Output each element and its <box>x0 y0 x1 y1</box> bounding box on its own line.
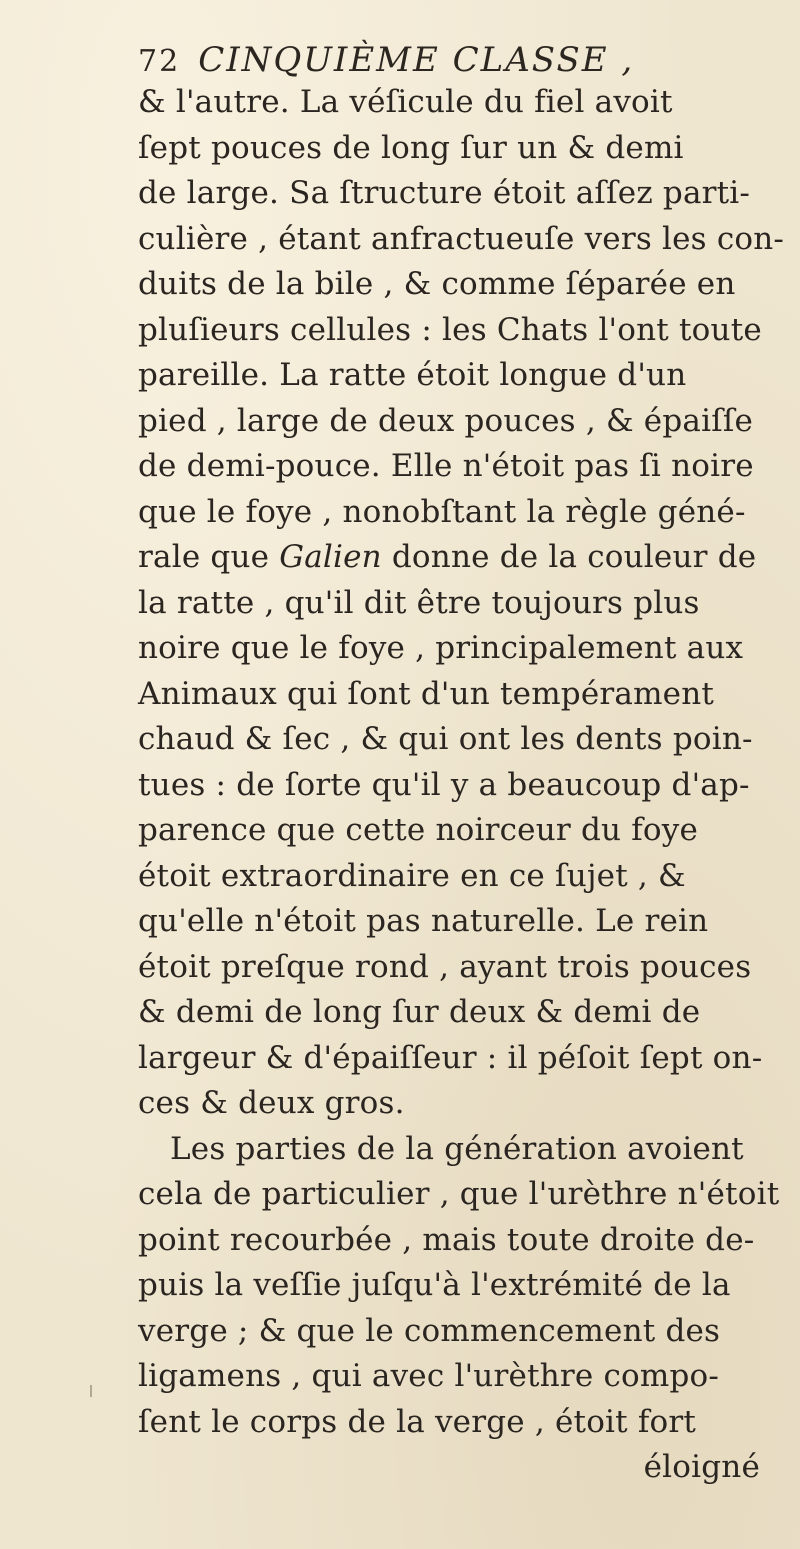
paragraph-start-line: Les parties de la génération avoient <box>170 1130 744 1167</box>
text-line: que le foye , nonobſtant la règle géné- <box>138 493 746 530</box>
text-line: de demi-pouce. Elle n'étoit pas ſi noire <box>138 448 754 484</box>
text-line: duits de la bile , & comme ſéparée en <box>138 266 736 302</box>
text-line: puis la veſſie juſqu'à l'extrémité de la <box>138 1267 731 1303</box>
italic-name: Galien <box>279 539 382 575</box>
text-line: ligamens , qui avec l'urèthre compo- <box>138 1358 720 1394</box>
text-line: & l'autre. La véſicule du fiel avoit <box>138 84 673 120</box>
text-line: cela de particulier , que l'urèthre n'étoit <box>138 1176 780 1212</box>
text-line: ſent le corps de la verge , étoit fort <box>138 1403 697 1440</box>
text-line: chaud & ſec , & qui ont les dents poin- <box>138 721 753 757</box>
text-line: de large. Sa ſtructure étoit aſſez parti- <box>138 175 751 211</box>
page-number: 72 <box>138 44 181 79</box>
text-line: pareille. La ratte étoit longue d'un <box>138 357 687 393</box>
text-line: étoit preſque rond , ayant trois pouces <box>138 948 752 985</box>
text-line: pied , large de deux pouces , & épaiſſe <box>138 402 754 439</box>
text-line: largeur & d'épaiſſeur : il péſoit ſept on- <box>138 1039 763 1076</box>
text-line: ſept pouces de long ſur un & demi <box>138 129 684 166</box>
text-line: qu'elle n'étoit pas naturelle. Le rein <box>138 903 709 939</box>
text-line-end: donne de la couleur de <box>381 539 757 575</box>
text-line: Animaux qui ſont d'un tempérament <box>138 675 715 712</box>
text-line: parence que cette noirceur du foye <box>138 812 699 848</box>
text-line: culière , étant anfractueuſe vers les con- <box>138 220 785 257</box>
text-line: tues : de ſorte qu'il y a beaucoup d'ap- <box>138 766 750 803</box>
text-line: verge ; & que le commencement des <box>138 1312 721 1349</box>
text-line: étoit extraordinaire en ce ſujet , & <box>138 857 686 894</box>
text-line: la ratte , qu'il dit être toujours plus <box>138 584 700 621</box>
text-line-start: rale que <box>138 539 270 575</box>
text-line: ces & deux gros. <box>138 1085 405 1121</box>
paper-mark <box>90 1385 92 1397</box>
text-line: pluſieurs cellules : les Chats l'ont toute <box>138 311 762 348</box>
text-line: & demi de long ſur deux & demi de <box>138 994 701 1030</box>
body-text <box>138 80 785 1491</box>
running-title: CINQUIÈME CLASSE , <box>198 40 635 80</box>
text-line: noire que le foye , principalement aux <box>138 630 744 666</box>
text-line: point recourbée , mais toute droite de- <box>138 1221 755 1258</box>
catchword: éloigné <box>643 1449 760 1485</box>
text-line-with-name <box>138 535 778 581</box>
